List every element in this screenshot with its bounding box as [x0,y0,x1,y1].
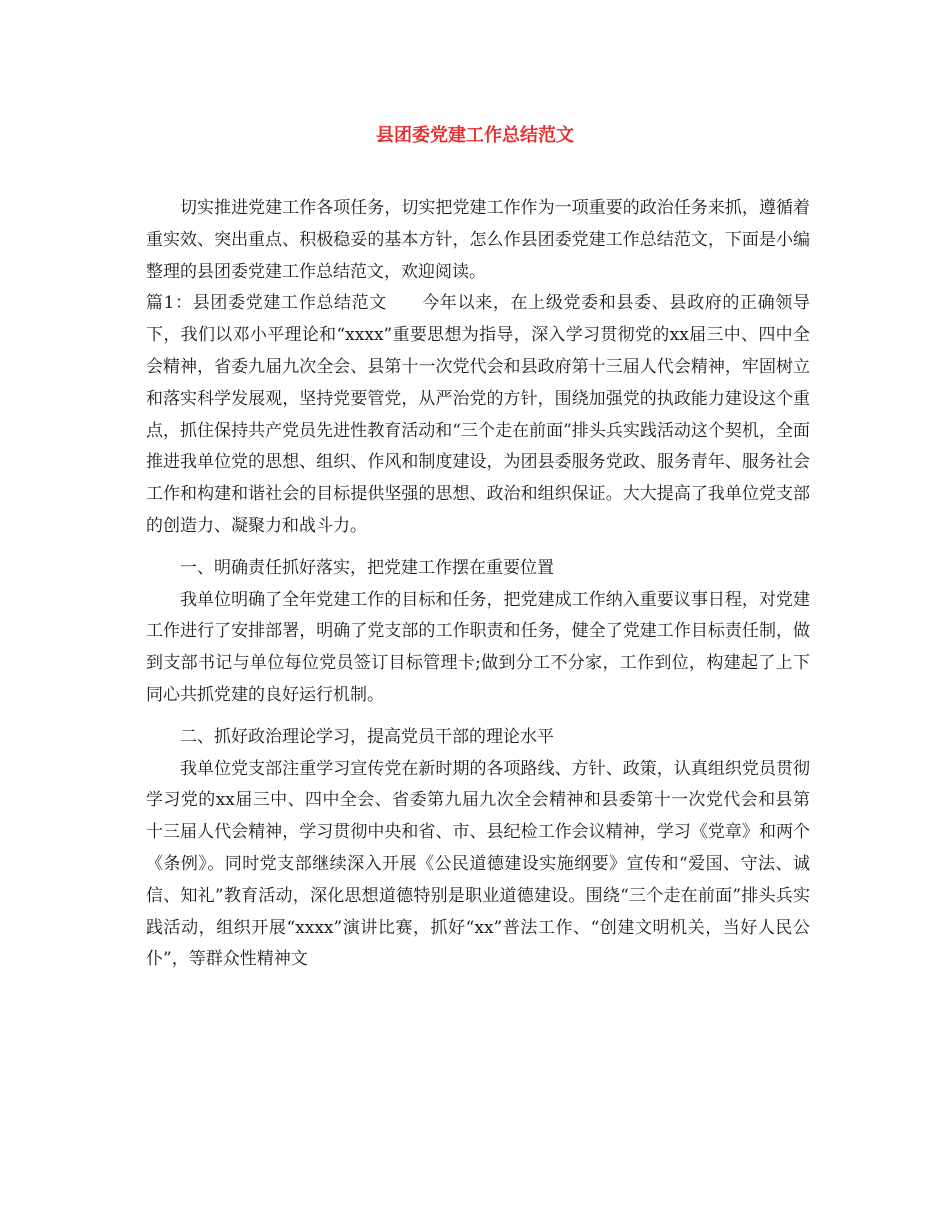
paragraph-study: 我单位党支部注重学习宣传党在新时期的各项路线、方针、政策，认真组织党员贯彻学习党的xx届三中、四中全会、省委第九届九次全会精神和县委第十一次党代会和县第十三届人代会精神，学习贯彻中央和省、市、县纪检工作会议精神，学习《党章》和两个《条例》。同时党支部继续深入开展《公民道德建设实施纲要》宣传和“爱国、守法、诚信、知礼”教育活动，深化思想道德特别是职业道德建设。围绕“三个走在前面”排头兵实践活动，组织开展“xxxx”演讲比赛，抓好“xx”普法工作、“创建文明机关，当好人民公仆”，等群众性精神文 [146,758,810,970]
heading-1: 一、明确责任抓好落实，把党建工作摆在重要位置 [180,557,554,578]
section-1-paragraph: 篇1：县团委党建工作总结范文 今年以来，在上级党委和县委、县政府的正确领导下，我们以邓小平理论和“xxxx”重要思想为指导，深入学习贯彻党的xx届三中、四中全会精神，省委九届九次全会、县第十一次党代会和县政府第十三届人代会精神，牢固树立和落实科学发展观，坚持党要管党，从严治党的方针，围绕加强党的执政能力建设这个重点，抓住保持共产党员先进性教育活动和“三个走在前面”排头兵实践活动这个契机，全面推进我单位党的思想、组织、作风和制度建设，为团县委服务党政、服务青年、服务社会工作和构建和谐社会的目标提供坚强的思想、政治和组织保证。大大提高了我单位党支部的创造力、凝聚力和战斗力。 [146,293,810,536]
paragraph-responsibility: 我单位明确了全年党建工作的目标和任务，把党建成工作纳入重要议事日程，对党建工作进行了安排部署，明确了党支部的工作职责和任务，健全了党建工作目标责任制，做到支部书记与单位每位党员签订目标管理卡;做到分工不分家，工作到位，构建起了上下同心共抓党建的良好运行机制。 [146,589,810,705]
document-body [146,193,810,976]
document-title: 县团委党建工作总结范文 [376,125,574,146]
intro-paragraph: 切实推进党建工作各项任务，切实把党建工作作为一项重要的政治任务来抓，遵循着重实效、突出重点、积极稳妥的基本方针，怎么作县团委党建工作总结范文，下面是小编整理的县团委党建工作总结范文，欢迎阅读。 [146,198,810,282]
heading-2: 二、抓好政治理论学习，提高党员干部的理论水平 [180,726,554,747]
